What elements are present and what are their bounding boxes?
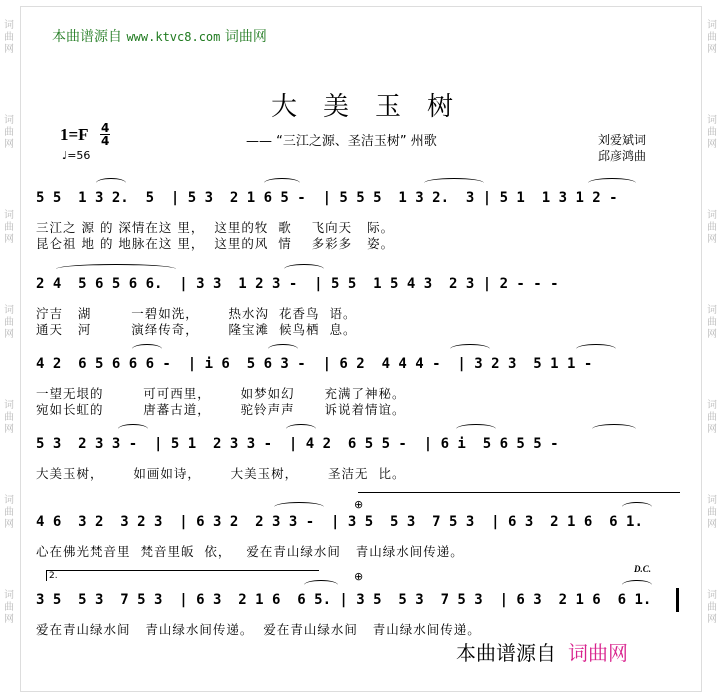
time-signature [100, 122, 110, 147]
notation-line: 5 3 2 3 3 - | 5 1 2 3 3 - | 4 2 6 5 5 - | 6 i 5 6 5 5 - [36, 436, 559, 452]
slur-mark [56, 264, 176, 274]
volta-bracket-2: 2. [46, 570, 319, 581]
lyrics-verse-2: 通天 河 演绎传奇， 隆宝滩 候鸟栖 息。 [36, 322, 357, 337]
header-site-name: 词曲网 [224, 29, 267, 45]
coda-bracket [358, 492, 680, 499]
slur-mark [118, 424, 148, 434]
song-title: 大美玉树 [270, 92, 479, 122]
slur-mark [284, 264, 324, 274]
da-capo-mark: D.C. [634, 564, 652, 574]
header-url-link[interactable]: www.ktvc8.com [126, 30, 221, 44]
meter-top: 4 [101, 121, 110, 135]
score-row-2 [36, 276, 682, 338]
song-subtitle: —— “三江之源、圣洁玉树” 州歌 [246, 134, 437, 149]
composer-credit: 邱彦鸿曲 [598, 149, 647, 163]
lyrics-verse-1: 三江之 源 的 深情在这 里， 这里的牧 歌 飞向天 际。 [36, 220, 395, 235]
notation-line: 4 6 3 2 3 2 3 | 6 3 2 2 3 3 - | 3 5 5 3 7 5 3 | 6 3 2 1 6 6 1. [36, 514, 643, 530]
header-source-prefix: 本曲谱源自 [52, 29, 122, 45]
lyrics-verse-2: 昆仑祖 地 的 地脉在这 里， 这里的风 情 多彩多 姿。 [36, 236, 395, 251]
slur-mark [576, 344, 616, 354]
slur-mark [450, 344, 490, 354]
slur-mark [588, 178, 636, 188]
meter-bottom: 4 [101, 134, 110, 148]
notation-line: 5 5 1 3 2. 5 | 5 3 2 1 6 5 - | 5 5 5 1 3 2. 3 | 5 1 1 3 1 2 - [36, 190, 618, 206]
score-row-4 [36, 436, 682, 498]
tempo-marking: ♩=56 [62, 149, 91, 162]
lyrics-verse-1: 大美玉树， 如画如诗， 大美玉树， 圣洁无 比。 [36, 466, 406, 481]
footer-source-line [456, 637, 628, 666]
slur-mark [274, 502, 324, 512]
lyrics-verse-1: 一望无垠的 可可西里， 如梦如幻 充满了神秘。 [36, 386, 406, 401]
header-source-line [52, 26, 267, 46]
slur-mark [622, 580, 652, 590]
score-row-5 [36, 498, 682, 576]
credits [598, 132, 646, 164]
final-barline [676, 588, 679, 612]
slur-mark [264, 178, 300, 188]
key-signature: 1=F [60, 125, 89, 144]
lyrics-verse-2: 宛如长虹的 唐蕃古道， 驼铃声声 诉说着情谊。 [36, 402, 406, 417]
score-row-1 [36, 190, 682, 252]
slur-mark [132, 344, 162, 354]
lyricist-credit: 刘爱斌词 [598, 133, 647, 147]
notation-line: 2 4 5 6 5 6 6. | 3 3 1 2 3 - | 5 5 1 5 4 3 2 3 | 2 - - - [36, 276, 559, 292]
footer-site-name[interactable]: 词曲网 [568, 641, 628, 665]
slur-mark [304, 580, 338, 590]
slur-mark [456, 424, 496, 434]
notation-line: 4 2 6 5 6 6 6 - | i 6 5 6 3 - | 6 2 4 4 4 - | 3 2 3 5 1 1 - [36, 356, 593, 372]
coda-sign: ⊕ [354, 498, 364, 511]
slur-mark [424, 178, 484, 188]
score-row-3 [36, 356, 682, 418]
slur-mark [286, 424, 316, 434]
slur-mark [622, 502, 652, 512]
footer-source-prefix: 本曲谱源自 [456, 641, 556, 665]
lyrics-verse-1: 心在佛光梵音里 梵音里皈 依， 爱在青山绿水间 青山绿水间传递。 [36, 544, 464, 559]
slur-mark [592, 424, 636, 434]
slur-mark [268, 344, 298, 354]
lyrics-verse-1: 爱在青山绿水间 青山绿水间传递。 爱在青山绿水间 青山绿水间传递。 [36, 622, 481, 637]
notation-line: 3 5 5 3 7 5 3 | 6 3 2 1 6 6 5. | 3 5 5 3 7 5 3 | 6 3 2 1 6 6 1. [36, 592, 652, 608]
coda-sign: ⊕ [354, 570, 364, 583]
slur-mark [96, 178, 126, 188]
lyrics-verse-1: 泞吉 湖 一碧如洗， 热水沟 花香鸟 语。 [36, 306, 357, 321]
